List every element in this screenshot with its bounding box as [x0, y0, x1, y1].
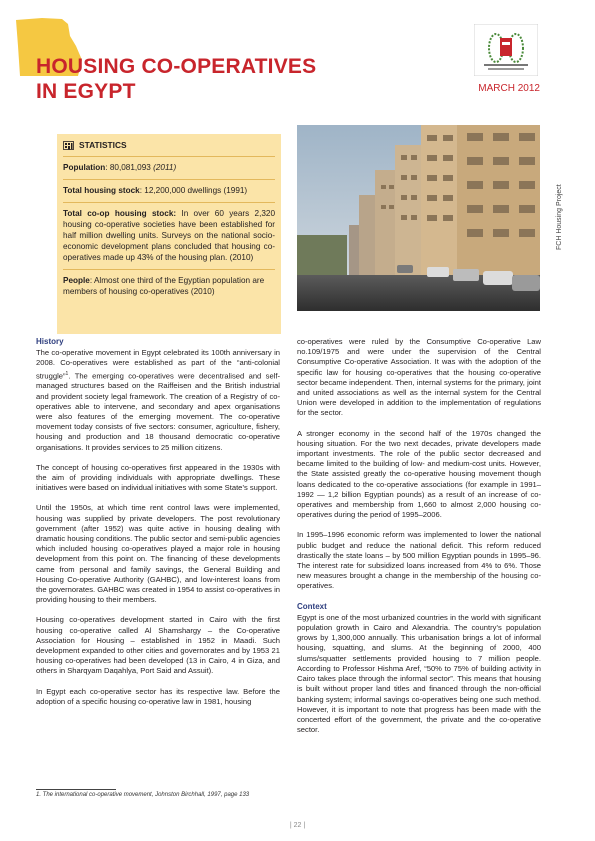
history-paragraph-2: The concept of housing co-operatives first appeared in the 1930s with the aim of providing individuals with appropriate dwellings. These initiatives were based on individual initiatives with some State’s support. [36, 462, 280, 493]
history-paragraph-5: In Egypt each co-operative sector has its respective law. Before the adoption of a specific housing co-operative law in 1981, housing [36, 686, 280, 706]
title-line-2: IN EGYPT [36, 80, 136, 103]
statistics-heading-text: STATISTICS [79, 140, 127, 150]
stat-population: Population: 80,081,093 (2011) [63, 156, 275, 179]
right-paragraph-2: A stronger economy in the second half of the 1970s changed the housing situation. For the two next decades, private developers made important investments. The role of the public sector decreased and became limited to the building of low- and medium-cost units. However, the State assisted greatly the co-operative housing movement though loans dedicated to the co-operative associations (for example in 1991–1992 — 1,2 billion Egyptian pounds) as a result of an increase of co-operatives and membership from 1,660 to almost 2,000 housing co-operatives during the period of 1995–2006. [297, 428, 541, 520]
left-column [36, 337, 280, 717]
side-label: FCH Housing Project [556, 184, 563, 250]
history-heading: History [36, 337, 64, 346]
context-paragraph-1: Egypt is one of the most urbanized countries in the world with significant population growth in Cairo and Alexandria. The country’s population grows by 1,300,000 annually. This urbanisation brings a lot of informal housing, squatting, and slums. At the beginning of 2000, 400 slums/squatter settlements provided housing to 7 million people. According to Professor Hishma Aref, “50% to 75% of building activity in Cairo takes place through the informal sector”. This means that housing is built without proper land titles and financed through the non-official banking system; informal savings co-operatives being one such method. However, it is important to note that progress has been made with the concerted effort of the government, the private and the co-operative sector. [297, 612, 541, 735]
publication-date: MARCH 2012 [478, 83, 540, 94]
statistics-box [57, 134, 281, 334]
history-paragraph-1: The co-operative movement in Egypt celebrated its 100th anniversary in 2008. Co-operatives were established as part of the “anti-colonial struggle”$^1$. The emerging co-operatives were decentralised and self-managed structures based on the Raiffeisen and the British industrial and provident society legal framework. The creation of a Registry of co-operatives able to intervene, and secondary and apex organisations were also features of the emerging movement. The co-operative movement today consists of five sectors: consumer, agriculture, fishery, housing and production and 18 thousand democratic co-operative organisations. It provides services to 25 million citizens. [36, 348, 280, 452]
statistics-heading [63, 140, 275, 151]
right-paragraph-1: co-operatives were ruled by the Consumptive Co-operative Law no.109/1975 and were under the supervision of the Central Consumptive Co-operative Association. It was with the adoption of the specific law for housing co-operatives that the housing co-operative sector became independent. Then, internal systems for the primary, joint and united associations as well as the internal system for the Central Union were developed in addition to the implementation of regulations for the sector. [297, 337, 541, 418]
apartment-buildings-photo [297, 125, 540, 311]
title-line-1: HOUSING CO-OPERATIVES [36, 55, 317, 78]
right-column [297, 337, 541, 745]
stat-housing-stock: Total housing stock: 12,200,000 dwellings (1991) [63, 179, 275, 202]
footnote: 1. The international co-operative movement, Johnston Birchhall, 1997, page 133 [36, 792, 250, 798]
stat-people: People: Almost one third of the Egyptian population are members of housing co-operatives (2010) [63, 269, 275, 303]
footnote-ref[interactable]: 1 [65, 370, 69, 377]
union-logo [474, 24, 538, 76]
page-number: | 22 | [289, 822, 306, 829]
right-paragraph-3: In 1995–1996 economic reform was implemented to lower the national public budget and reduce the national deficit. This reform reduced drastically the state loans – by 500 million Egyptian pounds in 1995–96. The interest rate for subsidized loans increased from 4% to 6%. Those new measures brought a change in the membership of the housing co-operatives. [297, 530, 541, 591]
stat-coop-stock: Total co-op housing stock: In over 60 years 2,320 housing co-operative societies have been established for half million dwelling units. Surveys on the national socio-economic development plans concluded that housing co-operatives made up 43% of the housing plan. (2010) [63, 202, 275, 269]
context-heading: Context [297, 601, 327, 611]
footnote-rule [36, 789, 116, 790]
building-icon [63, 141, 74, 150]
history-paragraph-4: Housing co-operatives development started in Cairo with the first housing co-operative called Al Shamshargy – the Co-operative Association for Housing – established in 1952 in Maadi. Such development expanded to other cities and governorates and by 1953 21 housing co-operatives had been developed (13 in Cairo, 4 in Giza, and others in Sharqyam Daqahlya, Port Said and Assuit). [36, 615, 280, 676]
history-paragraph-3: Until the 1950s, at which time rent control laws were implemented, housing was supplied by private developers. The post revolutionary government (after 1952) was quite active in housing dealing with dramatic housing conditions. The public sector and semi-public agencies which included housing co-operatives played a major role in housing development from this point on. The financing of these developments came from personal and family savings, the General Building and Housing Co-operative Authority (GAHBC), and low-interest loans from the governorates. GAHBC was created in 1954 to assist co-operatives in providing housing to their members. [36, 503, 280, 605]
page-title [36, 54, 316, 104]
